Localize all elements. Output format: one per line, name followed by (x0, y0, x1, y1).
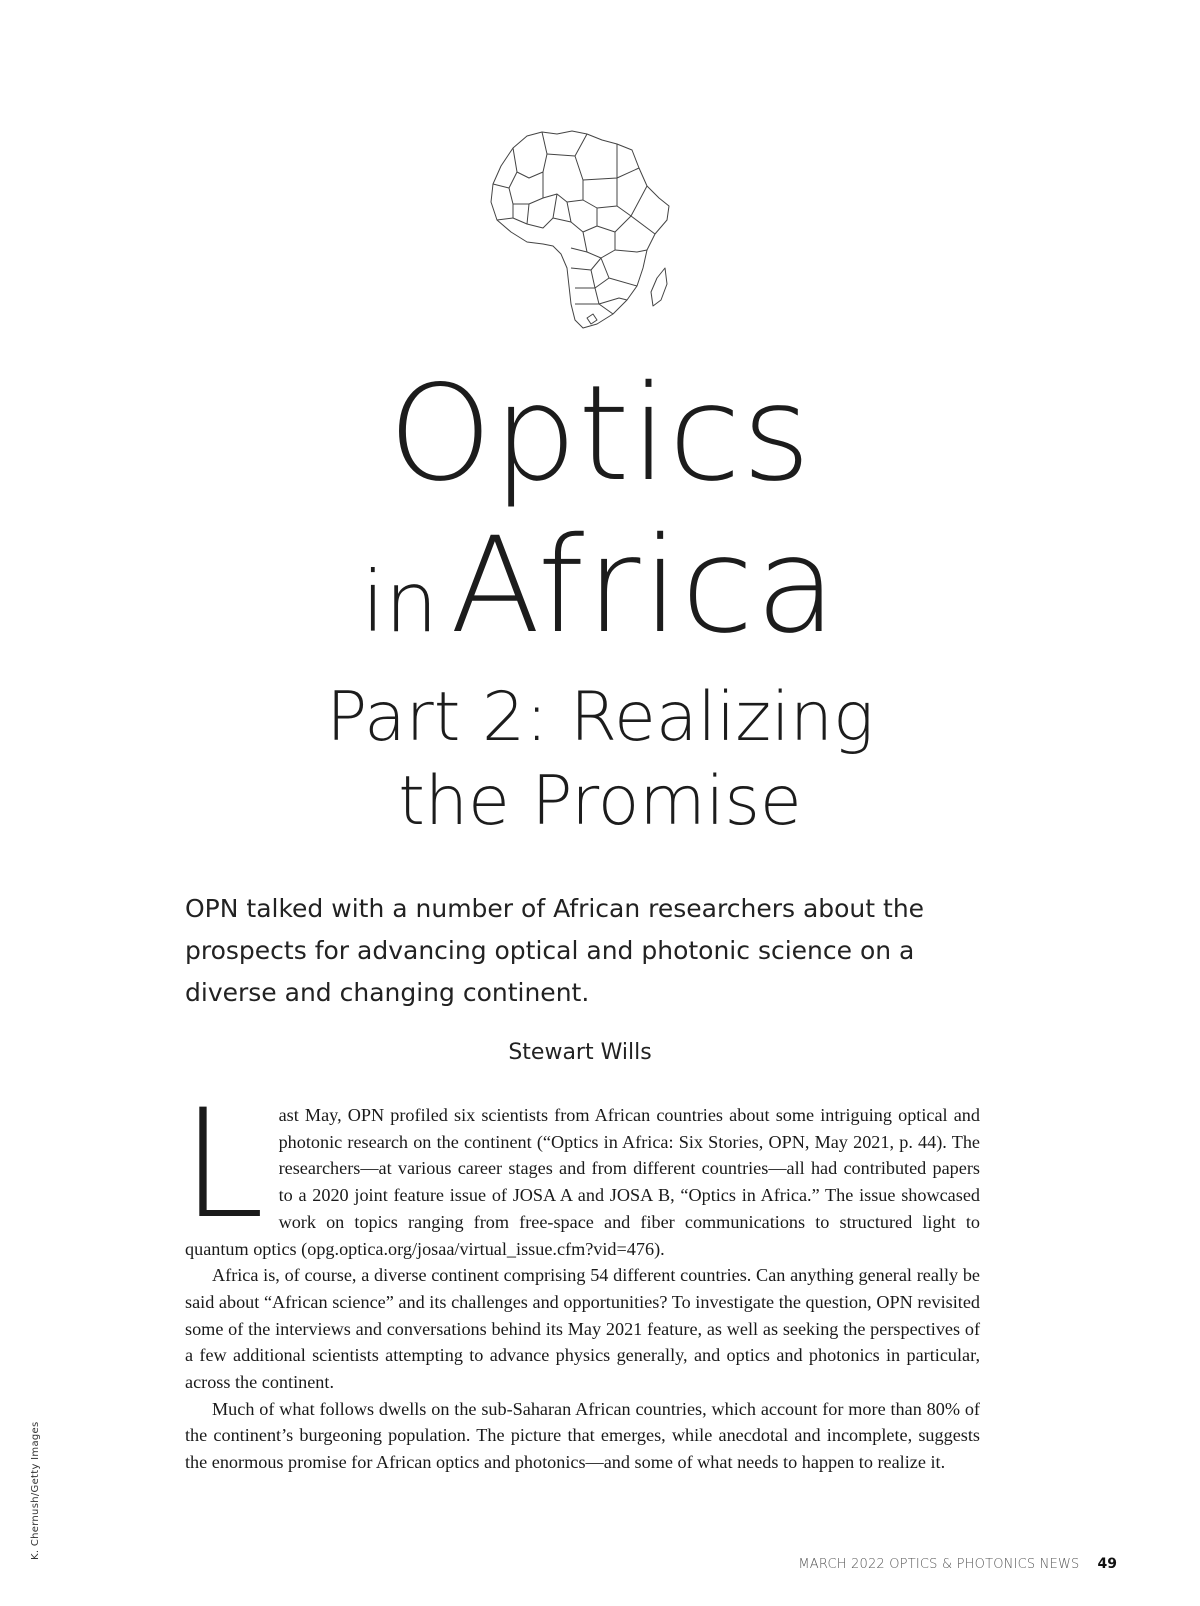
paragraph-1 (181, 1078, 980, 1262)
title-in: in (361, 553, 439, 651)
article-deck: OPN talked with a number of African researchers about the prospects for advancing optical and photonic science on a diverse and changing continent. (185, 894, 925, 1007)
title-africa: Africa (450, 509, 839, 663)
title-optics: Optics (388, 357, 812, 511)
footer-publication: MARCH 2022 OPTICS & PHOTONICS NEWS (798, 1557, 1080, 1572)
title-in-africa (0, 509, 1200, 663)
africa-map-icon (487, 128, 687, 338)
article-body (181, 1078, 980, 1476)
subtitle-line-2: the Promise (398, 762, 802, 841)
paragraph-1-text: ast May, OPN profiled six scientists from African countries about some intriguing optical and photonic research on the continent (“Optics in Africa: Six Stories, OPN, May 2021, p. 44). The researchers—at various career stages and from different countries—all had contributed papers to a 2020 joint feature issue of JOSA A and JOSA B, “Optics in Africa.” The issue showcased work on topics ranging from free-space and fiber communications to structured light to quantum optics (opg.optica.org/josaa/virtual_issue.cfm?vid=476). (185, 1105, 980, 1259)
drop-cap: L (181, 1078, 265, 1252)
photo-credit: K. Chernush/Getty Images (30, 1421, 41, 1560)
author-byline: Stewart Wills (508, 1040, 652, 1065)
paragraph-3: Much of what follows dwells on the sub-Saharan African countries, which account for more than 80% of the continent’s burgeoning population. The picture that emerges, while anecdotal and incomplete, suggests the enormous promise for African optics and photonics—and some of what needs to happen to realize it. (185, 1398, 980, 1473)
page-footer (798, 1556, 1117, 1572)
page-number: 49 (1097, 1556, 1117, 1572)
paragraph-2: Africa is, of course, a diverse continent comprising 54 different countries. Can anything general really be said about “African science” and its challenges and opportunities? To investigate the question, OPN revisited some of the interviews and conversations behind its May 2021 feature, as well as seeking the perspectives of a few additional scientists attempting to advance physics generally, and optics and photonics in particular, across the continent. (185, 1265, 980, 1393)
subtitle-line-1: Part 2: Realizing (326, 678, 874, 757)
